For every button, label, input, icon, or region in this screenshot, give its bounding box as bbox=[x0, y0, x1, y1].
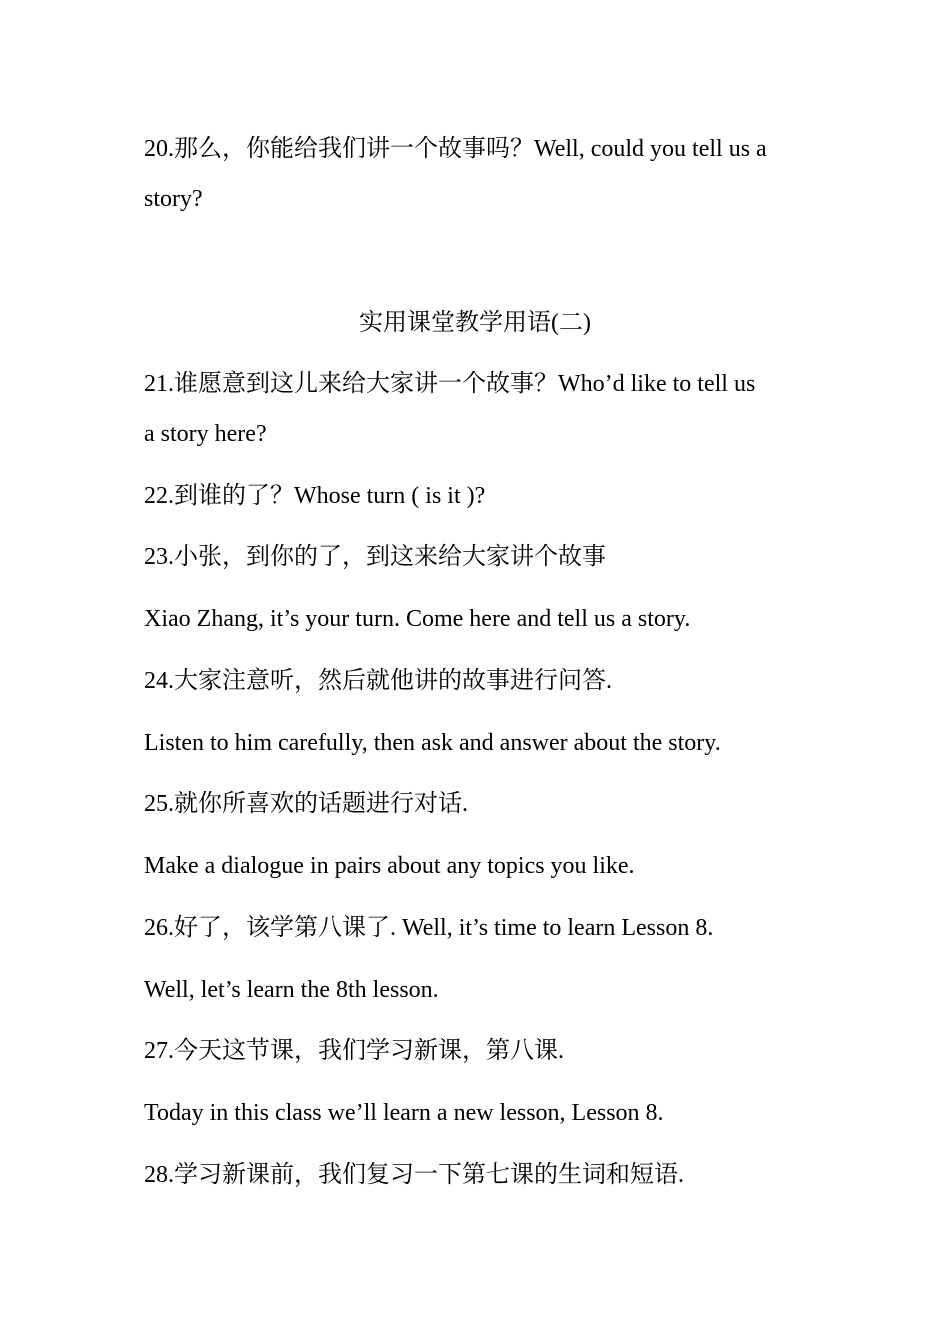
item-25-english: Make a dialogue in pairs about any topics you like. bbox=[144, 853, 635, 879]
item-20-line-2: story? bbox=[144, 186, 203, 212]
item-26-line-2: Well, let’s learn the 8th lesson. bbox=[144, 977, 439, 1003]
item-20-line-1: 20.那么，你能给我们讲一个故事吗？Well, could you tell us a bbox=[144, 136, 767, 162]
item-26-line-1: 26.好了，该学第八课了. Well, it’s time to learn Lesson 8. bbox=[144, 915, 714, 941]
item-21-line-1: 21.谁愿意到这儿来给大家讲一个故事？Who’d like to tell us bbox=[144, 371, 756, 397]
item-21-line-2: a story here? bbox=[144, 421, 267, 447]
item-23-english: Xiao Zhang, it’s your turn. Come here and tell us a story. bbox=[144, 606, 691, 632]
item-28-chinese: 28.学习新课前，我们复习一下第七课的生词和短语. bbox=[144, 1162, 684, 1188]
item-24-chinese: 24.大家注意听，然后就他讲的故事进行问答. bbox=[144, 668, 612, 694]
item-23-chinese: 23.小张，到你的了，到这来给大家讲个故事 bbox=[144, 544, 606, 570]
item-24-english: Listen to him carefully, then ask and answer about the story. bbox=[144, 730, 721, 756]
section-title: 实用课堂教学用语(二) bbox=[359, 310, 591, 336]
item-27-english: Today in this class we’ll learn a new lesson, Lesson 8. bbox=[144, 1100, 664, 1126]
item-25-chinese: 25.就你所喜欢的话题进行对话. bbox=[144, 791, 468, 817]
item-22: 22.到谁的了？Whose turn ( is it )? bbox=[144, 483, 486, 509]
item-27-chinese: 27.今天这节课，我们学习新课，第八课. bbox=[144, 1038, 564, 1064]
